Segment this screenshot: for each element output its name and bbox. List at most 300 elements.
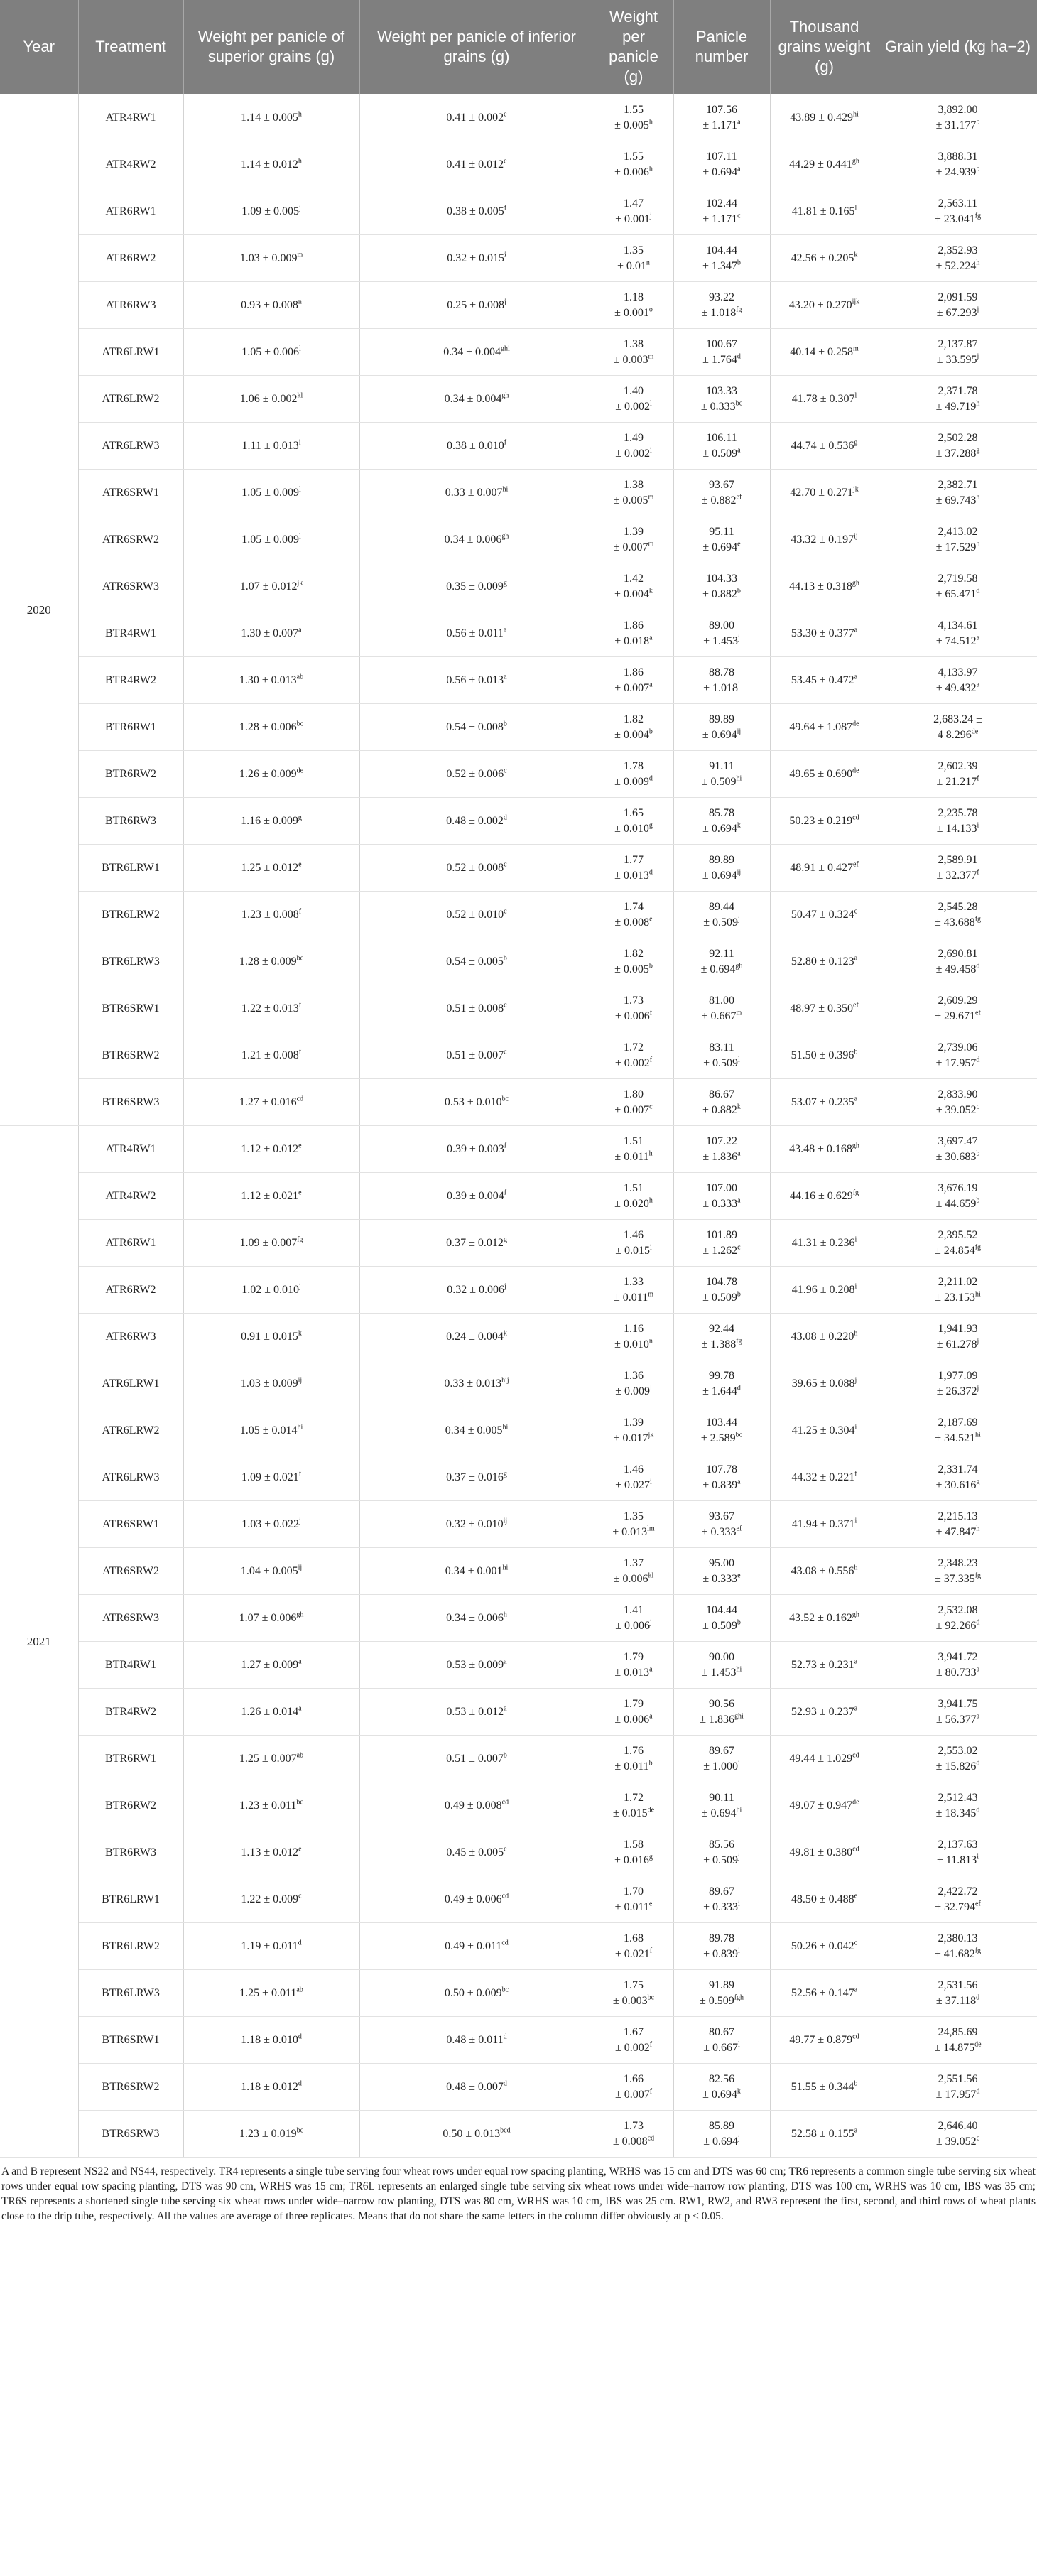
- superior-value: 0.91 ± 0.015: [241, 1330, 298, 1343]
- grain-yield-cell: [879, 798, 1037, 845]
- panicle-sd: ± 0.694: [702, 541, 738, 553]
- panicle-sd: ± 1.000: [703, 1760, 738, 1773]
- tgw-letter: l: [854, 204, 857, 212]
- wpp-sd: ± 0.001: [615, 212, 650, 225]
- table-row: [0, 423, 1037, 470]
- table-row: [0, 2017, 1037, 2064]
- tgw-letter: ijk: [852, 298, 860, 306]
- superior-letter: a: [298, 1704, 302, 1713]
- panicle-mean: 104.33: [706, 572, 737, 585]
- yield-letter: g: [976, 1478, 980, 1486]
- yield-mean: 2,545.28: [938, 900, 978, 913]
- panicle-sd: ± 0.839: [702, 1478, 738, 1491]
- wpp-letter: f: [649, 2087, 653, 2096]
- tgw-letter: j: [854, 1376, 857, 1385]
- wpp-sd-line: [597, 962, 670, 978]
- inferior-letter: g: [503, 1470, 507, 1478]
- grain-yield-cell: [879, 1782, 1037, 1829]
- panicle-sd-line: [677, 915, 767, 931]
- wpp-letter: bc: [647, 1993, 655, 2002]
- thousand-grains-weight-cell: [770, 188, 879, 235]
- weight-per-panicle-cell: [594, 1126, 673, 1173]
- yield-mean: 2,422.72: [938, 1885, 978, 1898]
- tgw-letter: gh: [852, 157, 859, 166]
- wpp-letter: m: [648, 493, 654, 502]
- inferior-grains-cell: [359, 657, 594, 704]
- inferior-letter: cd: [501, 1798, 509, 1807]
- tgw-letter: i: [854, 1282, 857, 1291]
- wpp-letter: h: [648, 1149, 653, 1158]
- tgw-letter: a: [854, 1095, 858, 1103]
- panicle-number-cell: [673, 1923, 770, 1970]
- wpp-sd: ± 0.005: [614, 119, 649, 131]
- inferior-grains-cell: [359, 1595, 594, 1642]
- wpp-letter: g: [648, 821, 653, 830]
- panicle-sd: ± 0.694: [702, 869, 737, 882]
- inferior-value: 0.51 ± 0.008: [446, 1002, 504, 1014]
- inferior-letter: a: [504, 1657, 507, 1666]
- inferior-grains-cell: [359, 1032, 594, 1079]
- wpp-sd: ± 0.027: [615, 1478, 650, 1491]
- tgw-value: 50.47 ± 0.324: [791, 908, 854, 921]
- superior-value: 1.22 ± 0.009: [241, 1893, 299, 1905]
- tgw-value: 41.31 ± 0.236: [791, 1236, 855, 1249]
- panicle-mean: 93.22: [709, 291, 734, 303]
- grain-yield-cell: [879, 235, 1037, 282]
- superior-grains-cell: [183, 376, 359, 423]
- panicle-number-cell: [673, 1360, 770, 1407]
- panicle-mean: 93.67: [709, 478, 734, 491]
- yield-mean: 2,551.56: [938, 2072, 978, 2085]
- wpp-letter: jk: [648, 1431, 654, 1439]
- tgw-value: 49.77 ± 0.879: [789, 2033, 853, 2046]
- inferior-value: 0.49 ± 0.006: [444, 1893, 502, 1905]
- tgw-letter: h: [854, 1564, 858, 1572]
- superior-value: 1.05 ± 0.006: [241, 345, 299, 358]
- weight-per-panicle-cell: [594, 610, 673, 657]
- superior-grains-cell: [183, 610, 359, 657]
- grain-yield-cell: [879, 2017, 1037, 2064]
- treatment-cell: BTR6RW3: [78, 798, 183, 845]
- tgw-letter: cd: [852, 2033, 859, 2041]
- treatment-cell: BTR6RW2: [78, 1782, 183, 1829]
- panicle-letter: a: [737, 118, 741, 126]
- panicle-number-cell: [673, 1829, 770, 1876]
- wpp-letter: k: [648, 587, 653, 595]
- treatment-cell: ATR6RW2: [78, 1267, 183, 1314]
- inferior-value: 0.32 ± 0.015: [447, 251, 504, 264]
- superior-value: 1.03 ± 0.022: [241, 1517, 299, 1530]
- tgw-value: 53.45 ± 0.472: [791, 673, 854, 686]
- inferior-grains-cell: [359, 845, 594, 892]
- panicle-mean: 104.44: [706, 244, 737, 256]
- yield-sd: ± 33.595: [936, 353, 977, 366]
- panicle-sd-line: [677, 1712, 767, 1728]
- table-row: [0, 1923, 1037, 1970]
- inferior-letter: hi: [502, 485, 509, 494]
- superior-letter: j: [299, 1517, 301, 1525]
- wpp-sd-line: [597, 821, 670, 837]
- weight-per-panicle-cell: [594, 470, 673, 516]
- panicle-number-cell: [673, 1876, 770, 1923]
- inferior-value: 0.41 ± 0.012: [446, 158, 504, 171]
- thousand-grains-weight-cell: [770, 1126, 879, 1173]
- wpp-sd: ± 0.011: [614, 1291, 648, 1304]
- panicle-mean: 82.56: [709, 2072, 734, 2085]
- panicle-letter: hi: [736, 1665, 742, 1674]
- wpp-letter: a: [649, 681, 653, 689]
- panicle-sd-line: [677, 2040, 767, 2056]
- superior-letter: g: [298, 813, 302, 822]
- grain-yield-cell: [879, 751, 1037, 798]
- panicle-number-cell: [673, 329, 770, 376]
- yield-sd: ± 21.217: [936, 775, 977, 788]
- tgw-letter: hi: [853, 110, 859, 119]
- panicle-number-cell: [673, 845, 770, 892]
- tgw-letter: a: [854, 1704, 858, 1713]
- superior-value: 1.05 ± 0.009: [241, 486, 299, 499]
- wpp-mean: 1.70: [624, 1885, 644, 1898]
- superior-grains-cell: [183, 470, 359, 516]
- inferior-value: 0.50 ± 0.009: [444, 1986, 502, 1999]
- yield-sd: ± 67.293: [936, 306, 977, 319]
- inferior-value: 0.48 ± 0.007: [446, 2080, 504, 2093]
- yield-sd-line: [882, 1947, 1034, 1962]
- panicle-sd: ± 0.694: [702, 728, 737, 741]
- thousand-grains-weight-cell: [770, 1501, 879, 1548]
- inferior-letter: ij: [503, 1517, 508, 1525]
- panicle-letter: ef: [736, 1525, 742, 1533]
- wpp-sd: ± 0.013: [612, 1525, 648, 1538]
- inferior-grains-cell: [359, 1407, 594, 1454]
- tgw-letter: l: [854, 391, 857, 400]
- tgw-value: 50.23 ± 0.219: [789, 814, 853, 827]
- treatment-cell: BTR6LRW2: [78, 892, 183, 938]
- panicle-letter: fgh: [734, 1993, 744, 2002]
- tgw-value: 52.58 ± 0.155: [791, 2127, 854, 2140]
- inferior-value: 0.49 ± 0.011: [445, 1939, 502, 1952]
- superior-letter: e: [298, 860, 302, 869]
- thousand-grains-weight-cell: [770, 657, 879, 704]
- tgw-letter: ef: [853, 860, 859, 869]
- superior-letter: bc: [296, 1798, 303, 1807]
- wpp-mean: 1.78: [624, 759, 644, 772]
- inferior-grains-cell: [359, 1736, 594, 1782]
- table-footnote: A and B represent NS22 and NS44, respectively. TR4 represents a single tube serving four wheat rows under equal row spacing planting, WRHS was 15 cm and DTS was 60 cm; TR6 represents a common single tube serving six wheat rows under equal row spacing planting, DTS was 90 cm, WRHS was 15 cm; TR6L represents an enlarged single tube serving six wheat rows under wide–narrow row planting, DTS was 100 cm, WRHS was 10 cm, IBS was 35 cm; TR6S represents a shortened single tube serving six wheat rows under wide–narrow row planting, DTS was 80 cm, WRHS was 10 cm, IBS was 25 cm. RW1, RW2, and RW3 represent the first, second, and third rows of wheat plants close to the drip tube, respectively. All the values are average of three replicates. Means that do not share the same letters in the column differ obviously at p < 0.05.: [0, 2158, 1037, 2224]
- wpp-letter: m: [648, 540, 654, 548]
- superior-letter: m: [297, 251, 303, 259]
- wpp-sd: ± 0.007: [614, 1103, 650, 1116]
- yield-sd: ± 80.733: [935, 1666, 977, 1679]
- inferior-grains-cell: [359, 2064, 594, 2111]
- treatment-cell: BTR6SRW1: [78, 985, 183, 1032]
- superior-letter: fg: [297, 1235, 303, 1244]
- grain-yield-cell: [879, 1876, 1037, 1923]
- yield-mean: 2,833.90: [938, 1088, 978, 1100]
- yield-letter: g: [976, 446, 980, 455]
- tgw-value: 49.07 ± 0.947: [789, 1799, 853, 1812]
- wpp-sd-line: [597, 493, 670, 509]
- yield-mean: 2,690.81: [938, 947, 978, 960]
- tgw-value: 49.81 ± 0.380: [789, 1846, 853, 1858]
- weight-per-panicle-cell: [594, 1220, 673, 1267]
- superior-grains-cell: [183, 938, 359, 985]
- table-row: [0, 1501, 1037, 1548]
- panicle-sd: ± 2.589: [700, 1432, 736, 1444]
- wpp-mean: 1.51: [624, 1135, 644, 1147]
- panicle-sd-line: [677, 1993, 767, 2009]
- header-year: Year: [0, 0, 78, 94]
- thousand-grains-weight-cell: [770, 704, 879, 751]
- tgw-letter: gh: [852, 1611, 859, 1619]
- table-row: [0, 1829, 1037, 1876]
- panicle-sd-line: [677, 352, 767, 368]
- panicle-sd: ± 1.836: [702, 1150, 738, 1163]
- panicle-mean: 89.89: [709, 853, 734, 866]
- grain-yield-cell: [879, 938, 1037, 985]
- panicle-letter: c: [737, 212, 741, 220]
- wpp-sd: ± 0.017: [613, 1432, 648, 1444]
- tgw-value: 43.52 ± 0.162: [789, 1611, 852, 1624]
- panicle-sd-line: [677, 493, 767, 509]
- yield-sd: ± 14.875: [934, 2041, 975, 2054]
- panicle-letter: i: [738, 1900, 740, 1908]
- header-grain-yield: Grain yield (kg ha−2): [879, 0, 1037, 94]
- thousand-grains-weight-cell: [770, 1407, 879, 1454]
- inferior-value: 0.52 ± 0.008: [446, 861, 504, 874]
- superior-grains-cell: [183, 1782, 359, 1829]
- superior-value: 1.04 ± 0.005: [240, 1564, 298, 1577]
- yield-sd-line: [882, 868, 1034, 884]
- superior-letter: e: [298, 1189, 302, 1197]
- superior-value: 1.13 ± 0.012: [241, 1846, 299, 1858]
- treatment-cell: ATR6RW1: [78, 188, 183, 235]
- treatment-cell: ATR6SRW1: [78, 1501, 183, 1548]
- panicle-sd: ± 0.509: [699, 1994, 734, 2007]
- wpp-sd-line: [597, 212, 670, 227]
- yield-sd-line: [882, 1243, 1034, 1259]
- yield-sd-line: [882, 681, 1034, 696]
- wpp-letter: b: [648, 1759, 653, 1768]
- yield-sd-line: [882, 821, 1034, 837]
- yield-mean: 3,697.47: [938, 1135, 978, 1147]
- superior-value: 1.02 ± 0.010: [241, 1283, 299, 1296]
- inferior-value: 0.53 ± 0.009: [446, 1658, 504, 1671]
- superior-letter: e: [298, 1845, 302, 1853]
- yield-letter: hi: [975, 1290, 981, 1299]
- wpp-mean: 1.72: [624, 1791, 644, 1804]
- panicle-sd: ± 0.333: [700, 400, 736, 413]
- wpp-mean: 1.42: [624, 572, 644, 585]
- yield-sd: ± 37.118: [935, 1994, 977, 2007]
- panicle-letter: bc: [735, 399, 743, 408]
- tgw-value: 39.65 ± 0.088: [791, 1377, 855, 1390]
- superior-value: 1.18 ± 0.010: [241, 2033, 298, 2046]
- panicle-sd-line: [677, 1009, 767, 1024]
- inferior-letter: e: [504, 1845, 507, 1853]
- superior-letter: ab: [296, 1986, 303, 1994]
- table-body: [0, 94, 1037, 2158]
- inferior-value: 0.33 ± 0.013: [444, 1377, 502, 1390]
- treatment-cell: ATR4RW2: [78, 141, 183, 188]
- panicle-number-cell: [673, 1689, 770, 1736]
- superior-grains-cell: [183, 2111, 359, 2158]
- panicle-mean: 85.89: [709, 2119, 734, 2132]
- panicle-letter: bc: [735, 1431, 743, 1439]
- superior-value: 1.19 ± 0.011: [241, 1939, 298, 1952]
- panicle-letter: a: [737, 446, 741, 455]
- wpp-sd: ± 0.002: [614, 1056, 650, 1069]
- yield-mean: 2,137.63: [938, 1838, 978, 1851]
- wpp-sd-line: [597, 305, 670, 321]
- superior-letter: j: [299, 204, 301, 212]
- panicle-mean: 95.11: [709, 525, 734, 538]
- superior-grains-cell: [183, 1736, 359, 1782]
- yield-sd-line: [882, 1384, 1034, 1400]
- wpp-letter: i: [650, 1478, 652, 1486]
- yield-letter: f: [977, 868, 979, 877]
- panicle-number-cell: [673, 1126, 770, 1173]
- panicle-sd: ± 0.333: [703, 1900, 738, 1913]
- thousand-grains-weight-cell: [770, 423, 879, 470]
- inferior-grains-cell: [359, 1970, 594, 2017]
- yield-letter: d: [976, 1759, 980, 1768]
- yield-mean: 1,941.93: [938, 1322, 978, 1335]
- panicle-sd: ± 0.333: [702, 1197, 738, 1210]
- inferior-letter: gh: [501, 391, 509, 400]
- tgw-letter: e: [854, 1892, 858, 1900]
- wpp-sd: ± 0.007: [614, 2088, 650, 2101]
- tgw-letter: g: [854, 438, 858, 447]
- panicle-number-cell: [673, 188, 770, 235]
- treatment-cell: ATR6LRW2: [78, 376, 183, 423]
- wpp-sd-line: [597, 1196, 670, 1212]
- inferior-letter: bc: [501, 1095, 509, 1103]
- tgw-value: 44.29 ± 0.441: [789, 158, 852, 171]
- inferior-letter: b: [503, 720, 507, 728]
- wpp-mean: 1.68: [624, 1932, 644, 1944]
- table-row: [0, 704, 1037, 751]
- superior-letter: a: [298, 626, 302, 634]
- wpp-mean: 1.82: [624, 713, 644, 725]
- treatment-cell: ATR6SRW3: [78, 1595, 183, 1642]
- panicle-mean: 89.44: [709, 900, 734, 913]
- yield-mean: 2,395.52: [938, 1228, 978, 1241]
- wpp-sd-line: [597, 1243, 670, 1259]
- yield-sd-line: [882, 118, 1034, 134]
- tgw-letter: cd: [852, 813, 859, 822]
- yield-letter: a: [976, 681, 980, 689]
- superior-grains-cell: [183, 563, 359, 610]
- yield-mean: 2,413.02: [938, 525, 978, 538]
- grain-yield-cell: [879, 2111, 1037, 2158]
- yield-sd: ± 11.813: [937, 1853, 977, 1866]
- tgw-letter: b: [854, 1048, 858, 1056]
- wpp-mean: 1.73: [624, 2119, 644, 2132]
- inferior-grains-cell: [359, 1782, 594, 1829]
- superior-letter: f: [298, 1001, 302, 1010]
- inferior-value: 0.35 ± 0.009: [446, 580, 504, 592]
- wpp-sd: ± 0.010: [614, 822, 649, 835]
- table-row: [0, 1876, 1037, 1923]
- superior-value: 1.21 ± 0.008: [241, 1049, 299, 1061]
- panicle-letter: a: [737, 1196, 741, 1205]
- panicle-letter: ij: [737, 868, 742, 877]
- wpp-sd: ± 0.009: [614, 775, 649, 788]
- thousand-grains-weight-cell: [770, 1267, 879, 1314]
- yield-sd: ± 49.458: [935, 963, 977, 975]
- wpp-mean: 1.41: [624, 1603, 644, 1616]
- grain-yield-cell: [879, 1829, 1037, 1876]
- panicle-letter: l: [738, 2040, 740, 2049]
- wpp-sd-line: [597, 1009, 670, 1024]
- wpp-sd: ± 0.002: [615, 447, 650, 460]
- yield-letter: j: [977, 1337, 979, 1346]
- inferior-grains-cell: [359, 1642, 594, 1689]
- thousand-grains-weight-cell: [770, 470, 879, 516]
- yield-sd: ± 49.719: [935, 400, 977, 413]
- yield-mean: 4,133.97: [938, 666, 978, 678]
- treatment-cell: ATR6RW3: [78, 1314, 183, 1360]
- wpp-sd: ± 0.005: [613, 494, 648, 507]
- superior-grains-cell: [183, 423, 359, 470]
- panicle-mean: 89.67: [709, 1885, 734, 1898]
- panicle-sd: ± 0.694: [702, 166, 738, 178]
- inferior-letter: f: [504, 1142, 507, 1150]
- inferior-letter: e: [504, 157, 507, 166]
- yield-letter: d: [976, 1993, 980, 2002]
- wpp-sd-line: [597, 1290, 670, 1306]
- grain-yield-cell: [879, 329, 1037, 376]
- weight-per-panicle-cell: [594, 1595, 673, 1642]
- weight-per-panicle-cell: [594, 1501, 673, 1548]
- weight-per-panicle-cell: [594, 423, 673, 470]
- grain-yield-cell: [879, 1548, 1037, 1595]
- panicle-number-cell: [673, 470, 770, 516]
- yield-letter: d: [976, 962, 980, 970]
- wpp-mean: 1.55: [624, 103, 644, 116]
- year-cell: 2021: [0, 1126, 78, 2158]
- panicle-letter: b: [737, 1618, 741, 1627]
- wpp-letter: e: [648, 1900, 653, 1908]
- wpp-mean: 1.74: [624, 900, 644, 913]
- yield-sd-line: [882, 587, 1034, 602]
- superior-letter: c: [298, 1892, 302, 1900]
- yield-sd-line: [882, 634, 1034, 649]
- panicle-mean: 107.00: [706, 1181, 737, 1194]
- wpp-sd-line: [597, 1712, 670, 1728]
- yield-mean: 2,646.40: [938, 2119, 978, 2132]
- superior-grains-cell: [183, 282, 359, 329]
- panicle-sd-line: [677, 1056, 767, 1071]
- yield-mean: 3,892.00: [938, 103, 978, 116]
- table-row: [0, 1689, 1037, 1736]
- yield-sd-line: [882, 1431, 1034, 1446]
- grain-yield-cell: [879, 188, 1037, 235]
- panicle-sd: ± 0.882: [702, 588, 737, 600]
- treatment-cell: ATR6SRW1: [78, 470, 183, 516]
- panicle-sd-line: [677, 1243, 767, 1259]
- panicle-mean: 89.67: [709, 1744, 734, 1757]
- panicle-number-cell: [673, 1454, 770, 1501]
- treatment-cell: BTR6RW3: [78, 1829, 183, 1876]
- superior-value: 1.25 ± 0.011: [239, 1986, 297, 1999]
- superior-grains-cell: [183, 1407, 359, 1454]
- yield-sd: ± 30.616: [935, 1478, 977, 1491]
- thousand-grains-weight-cell: [770, 798, 879, 845]
- panicle-number-cell: [673, 1782, 770, 1829]
- thousand-grains-weight-cell: [770, 985, 879, 1032]
